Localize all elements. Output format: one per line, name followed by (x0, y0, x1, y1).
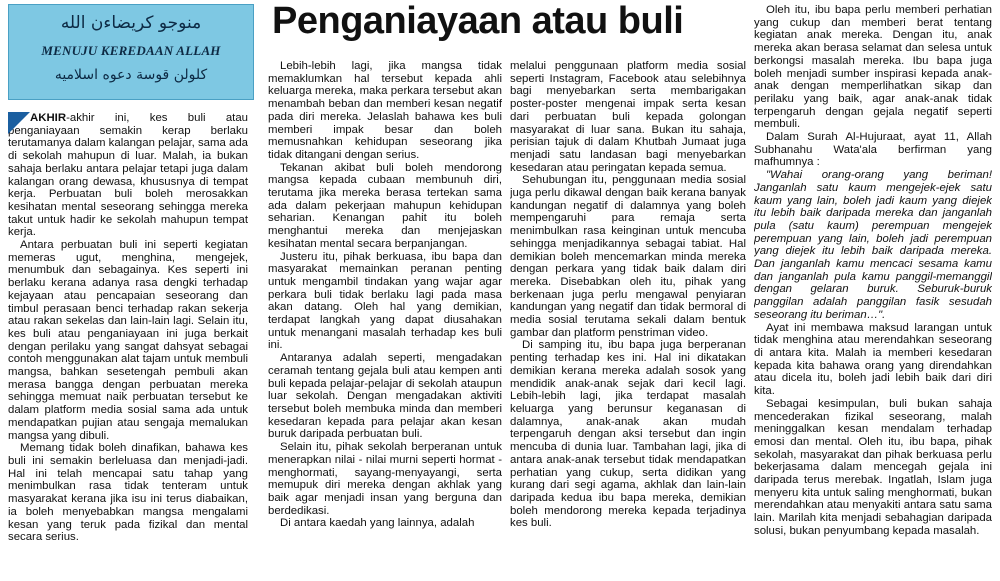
column-subtitle: MENUJU KEREDAAN ALLAH (41, 43, 221, 58)
arabic-title-bottom: كلولن قوسة دعوه اسلاميه (54, 67, 208, 83)
article-column-2 (268, 60, 502, 578)
article-column-3 (510, 60, 746, 578)
quran-quote: "Wahai orang-orang yang beriman! Janganlah satu kaum mengejek-ejek satu kaum yang lain, boleh jadi kaum yang diejek itu lebih baik daripada mereka dan janganlah pula (satu kaum) perempuan mengejek perempuan yang lain, boleh jadi perempuan yang diejek itu lebih baik daripada mereka. Dan janganlah kamu mencaci sesama kamu dan janganlah pula kamu panggil-memanggil dengan gelaran buruk. Seburuk-buruk panggilan adalah panggilan fasik sesudah seseorang itu beriman…". (754, 169, 992, 321)
article-column-4 (754, 4, 992, 578)
paragraph: melalui penggunaan platform media sosial seperti Instagram, Facebook atau selebihnya bagi menyebarkan serta membarigakan poster-poster mengenai impak serta kesan dari perbuatan buli kepada golongan masyarakat di luar sana. Bukan itu sahaja, perisian tajuk di dalam Khutbah Jumaat juga menjadi satu landasan bagi menyebarkan kesedaran atau peringatan kepada semua. (510, 60, 746, 174)
paragraph: Memang tidak boleh dinafikan, bahawa kes buli ini semakin berleluasa dan menjadi-jadi. Hal ini telah mencapai satu tahap yang menimbulkan rasa tidak tenteram untuk masyarakat kerana jika isu ini terus diabaikan, ia boleh menyebabkan mangsa mengalami kesan yang teruk pada fizikal dan mental secara serius. (8, 442, 248, 544)
paragraph: Dalam Surah Al-Hujuraat, ayat 11, Allah Subhanahu Wata'ala berfirman yang mafhumnya : (754, 131, 992, 169)
paragraph: Sehubungan itu, penggunaan media sosial juga perlu dikawal dengan baik kerana banyak kandungan negatif di dalamnya yang boleh mempengaruhi para remaja serta menimbulkan rasa keinginan untuk mencuba sehingga menjadikannya sebagai tabiat. Hal demikian boleh mencemarkan minda mereka dengan perkara yang tidak baik dalam diri mereka. Disebabkan oleh itu, pihak yang berkenaan juga perlu mengawal penyiaran kandungan yang negatif dan tidak bermoral di media sosial terutama sekali dalam bentuk gambar dan platform penstriman video. (510, 174, 746, 339)
paragraph: Antaranya adalah seperti, mengadakan ceramah tentang gejala buli atau kempen anti buli kepada pelajar-pelajar di sekolah ataupun luar sekolah. Dengan mengadakan aktiviti tersebut boleh membuka minda dan memberi kesedaran kepada para pelajar akan kesan buruk daripada perbuatan buli. (268, 352, 502, 441)
paragraph: Sebagai kesimpulan, buli bukan sahaja mencederakan fizikal seseorang, malah meninggalkan kesan mendalam terhadap emosi dan mental. Oleh itu, ibu bapa, pihak sekolah, masyarakat dan pihak berkuasa perlu bekerjasama dalam mencegah gejala ini daripada terus merebak. Ingatlah, Islam juga menyeru kita untuk saling menghormati, bukan merendahkan atau menyakiti antara satu sama lain. Marilah kita menjadi sebahagian daripada solusi, bukan penyumbang kepada masalah. (754, 397, 992, 537)
article-column-1 (8, 112, 248, 578)
paragraph: Di samping itu, ibu bapa juga berperanan penting terhadap kes ini. Hal ini dikatakan demikian kerana mereka adalah sosok yang mendidik anak-anak sejak dari kecil lagi. Lebih-lebih lagi, jika terdapat masalah keluarga yang berunsur keganasan di dalamnya, anak-anak akan mudah terpengaruh dengan aksi tersebut dan ingin mencuba di dunia luar. Tambahan lagi, jika di antara anak-anak tersebut tidak mendapatkan perhatian yang cukup, serta didikan yang kurang dari segi agama, akhlak dan lain-lain daripada kedua ibu bapa mereka, demikian boleh mendorong mereka kepada terjadinya kes buli. (510, 339, 746, 530)
paragraph: Tekanan akibat buli boleh mendorong mangsa kepada cubaan membunuh diri, terutama jika mereka berasa tertekan sama ada dalam pekerjaan mahupun kehidupan seharian. Kenangan pahit itu boleh menghantui mereka dan menjejaskan kesihatan mental secara berpanjangan. (268, 161, 502, 250)
paragraph: Antara perbuatan buli ini seperti kegiatan memeras ugut, menghina, mengejek, menumbuk dan sebagainya. Kes seperti ini berlaku kerana adanya rasa dengki terhadap kejayaan atau pencapaian seseorang dan timbul perasaan benci terhadap rakan sekerja atau rakan sekelas dan lain-lain lagi. Selain itu, kes buli atau penganiayaan ini juga berkait dengan perilaku yang sangat dahsyat sebagai contoh menggunakan alat tajam untuk membuli mangsa, bahkan sesetengah pembuli akan merasa bangga dengan perbuatan mereka sehingga memuat naik perbuatan tersebut ke dalam platform media sosial sama ada untuk mendapatkan pujian atau sengaja memalukan mangsa yang dibuli. (8, 239, 248, 442)
column-header-box (8, 4, 254, 100)
paragraph: Di antara kaedah yang lainnya, adalah (280, 517, 475, 530)
lead-paragraph (8, 112, 248, 239)
paragraph: Ayat ini membawa maksud larangan untuk tidak menghina atau merendahkan seseorang di antara kita. Malah ia memberi kesedaran kepada kita bahawa orang yang direndahkan atau dicela itu, boleh jadi lebih baik dari diri kita. (754, 321, 992, 398)
paragraph: Justeru itu, pihak berkuasa, ibu bapa dan masyarakat memainkan peranan penting untuk mengambil tindakan yang wajar agar perkara buli tidak berlaku lagi pada masa akan datang. Oleh hal yang demikian, terdapat langkah yang dapat diusahakan untuk menangani masalah terhadap kes buli ini. (268, 250, 502, 352)
article-title: Penganiayaan atau buli (272, 0, 684, 42)
arabic-title-top: منوجو كريضاءن الله (60, 13, 202, 33)
paragraph: -akhir ini, kes buli atau penganiayaan semakin kerap berlaku terutamanya dalam kalangan pelajar, sama ada di sekolah mahupun di luar. Malah, ia bukan sahaja berlaku antara pelajar tetapi juga dalam kalangan orang dewasa, khususnya di tempat kerja. Perbuatan buli boleh merosakkan kesihatan mental seseorang sehingga mereka takut untuk hadir ke sekolah mahupun tempat kerja. (8, 112, 248, 239)
paragraph: Lebih-lebih lagi, jika mangsa tidak memaklumkan hal tersebut kepada ahli keluarga mereka, maka perkara tersebut akan menambah beban dan memberi kesan negatif pada diri mereka. Jelaslah bahawa kes buli memberi impak besar dan boleh memusnahkan kehidupan seseorang jika tidak ditangani dengan serius. (268, 60, 502, 161)
paragraph: Selain itu, pihak sekolah berperanan untuk menerapkan nilai - nilai murni seperti hormat - menghormati, sayang-menyayangi, serta memupuk diri mereka dengan akhlak yang baik agar menjadi insan yang berguna dan berdedikasi. (268, 441, 502, 517)
lead-triangle-icon (8, 112, 30, 134)
lead-word: AKHIR (30, 112, 67, 124)
paragraph: Oleh itu, ibu bapa perlu memberi perhatian yang cukup dan memberi berat tentang kegiatan anak mereka. Dengan itu, anak mereka akan berasa selamat dan selesa untuk berkongsi masalah mereka. Ibu bapa juga boleh menjadi sumber inspirasi kepada anak-anak dengan memperlihatkan sikap dan perilaku yang baik, agar anak-anak tidak terpengaruh dengan gejala negatif seperti membuli. (754, 4, 992, 131)
